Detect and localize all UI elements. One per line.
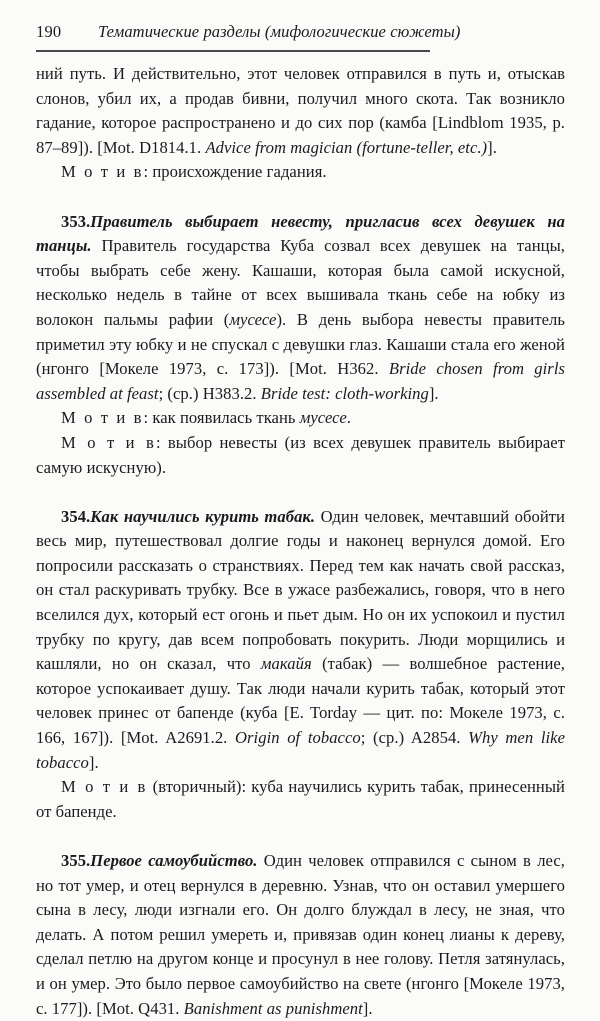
entry-355 bbox=[36, 849, 565, 1021]
entry-italic-1: мусесе bbox=[229, 309, 277, 329]
entry-text-2: (табак) — волшебное растение, которое успокаивает душу. Так люди начали курить табак, который этот человек принес от бапенде (куба [E. Torday — цит. по: Мокеле 1973, с. 166, 167]). [Mot. A2691.2. bbox=[36, 654, 565, 748]
entry-number: 355. bbox=[61, 851, 91, 870]
entry-text-4: ]. bbox=[428, 383, 439, 403]
entry-text-4: ]. bbox=[88, 752, 99, 772]
page-body bbox=[36, 62, 565, 1021]
entry-text-2: ). В день выбора невесты правитель приметил эту юбку и не спускал с девушки глаз. Кашаши стала его женой (нгонго [Мокеле 1973, с. 173]). [Mot. H362. bbox=[36, 309, 565, 379]
motif-text: : происхождение гадания. bbox=[143, 162, 327, 182]
entry-text-1: Правитель государства Куба созвал всех девушек на танцы, чтобы выбрать себе жену. Кашаши, которая была самой искусной, несколько недель в тайне от всех вышивала ткань себе на юбку из волокон пальмы рафии ( bbox=[36, 236, 565, 329]
entry-italic-3: Why men like tobacco bbox=[36, 728, 565, 772]
entry-italic-3: Bride test: cloth-working bbox=[260, 383, 429, 403]
continued-motif-title: Advice from magician (fortune-teller, etc.) bbox=[205, 137, 488, 157]
page-header bbox=[36, 22, 565, 50]
continued-text-tail: ]. bbox=[487, 137, 497, 157]
motif-text-a: : как появилась ткань bbox=[143, 408, 300, 428]
motif-text-b: . bbox=[346, 408, 351, 428]
motif-text-a: : выбор невесты (из всех девушек правитель выбирает самую искусную). bbox=[36, 432, 566, 477]
continued-text: ний путь. И действительно, этот человек отправился в путь и, отыскав слонов, убил их, а продав бивни, получил много скота. Так возникло гадание, которое распространено и до сих пор (камба [Lindblom 1935, p. 87–89]). [Mot. D1814.1. bbox=[36, 64, 565, 157]
header-rule bbox=[36, 50, 430, 52]
entry-text-3: ; (ср.) A2854. bbox=[360, 728, 469, 748]
running-head-row bbox=[36, 22, 565, 42]
motif-label: М о т и в bbox=[61, 162, 144, 182]
entry-title: Правитель выбирает невесту, пригласив всех девушек на танцы. bbox=[36, 211, 565, 256]
motif-label: М о т и в bbox=[61, 432, 156, 452]
entry-italic-2: Origin of tobacco bbox=[235, 728, 361, 748]
motif-line bbox=[36, 775, 565, 824]
motif-label: М о т и в bbox=[61, 408, 144, 428]
entry-text-3: ; (ср.) H383.2. bbox=[158, 383, 261, 403]
entry-353 bbox=[36, 210, 565, 407]
running-title: Тематические разделы (мифологические сюжеты) bbox=[98, 22, 461, 41]
motif-line bbox=[36, 406, 565, 431]
entry-number: 354. bbox=[61, 506, 91, 526]
entry-number: 353. bbox=[61, 211, 91, 231]
entry-italic-1: Banishment as punishment bbox=[183, 998, 363, 1018]
page-number: 190 bbox=[36, 22, 62, 41]
entry-italic-2: Bride chosen from girls assembled at feast bbox=[36, 359, 565, 403]
entry-text-1: Один человек, мечтавший обойти весь мир, путешествовал долгие годы и наконец вернулся домой. Его попросили рассказать о странствиях. Перед тем как начать свой рассказ, он стал раскуривать трубку. Все в ужасе разбежались, говоря, что в него вселился дух, который ест огонь и пьет дым. Но он их успокоил и пустил трубку по кругу, дав всем попробовать покурить. Люди морщились и кашляли, но он сказал, что bbox=[36, 506, 565, 674]
continued-paragraph bbox=[36, 62, 565, 160]
entry-text-1: Один человек отправился с сыном в лес, но тот умер, и отец вернулся в деревню. Узнав, что он оставил умершего сына в лесу, люди изгнали его. Он долго блуждал в лесу, не зная, что делать. А потом решил умереть и, привязав один конец лианы к дереву, сделал петлю на другом конце и просунул в нее голову. Петля затянулась, и он умер. Это было первое самоубийство на свете (нгонго [Мокеле 1973, с. 177]). [Mot. Q431. bbox=[36, 851, 565, 1018]
motif-line bbox=[36, 431, 565, 480]
entry-italic-1: макайя bbox=[260, 654, 312, 674]
motif-italic: мусесе bbox=[299, 408, 347, 428]
entry-354 bbox=[36, 505, 565, 776]
entry-text-2: ]. bbox=[362, 998, 373, 1018]
motif-label: М о т и в bbox=[61, 777, 148, 797]
entry-title: Первое самоубийство. bbox=[90, 851, 258, 870]
entry-title: Как научились курить табак. bbox=[90, 506, 316, 526]
motif-text-a: (вторичный): куба научились курить табак, принесенный от бапенде. bbox=[36, 777, 565, 821]
motif-line bbox=[36, 160, 565, 185]
